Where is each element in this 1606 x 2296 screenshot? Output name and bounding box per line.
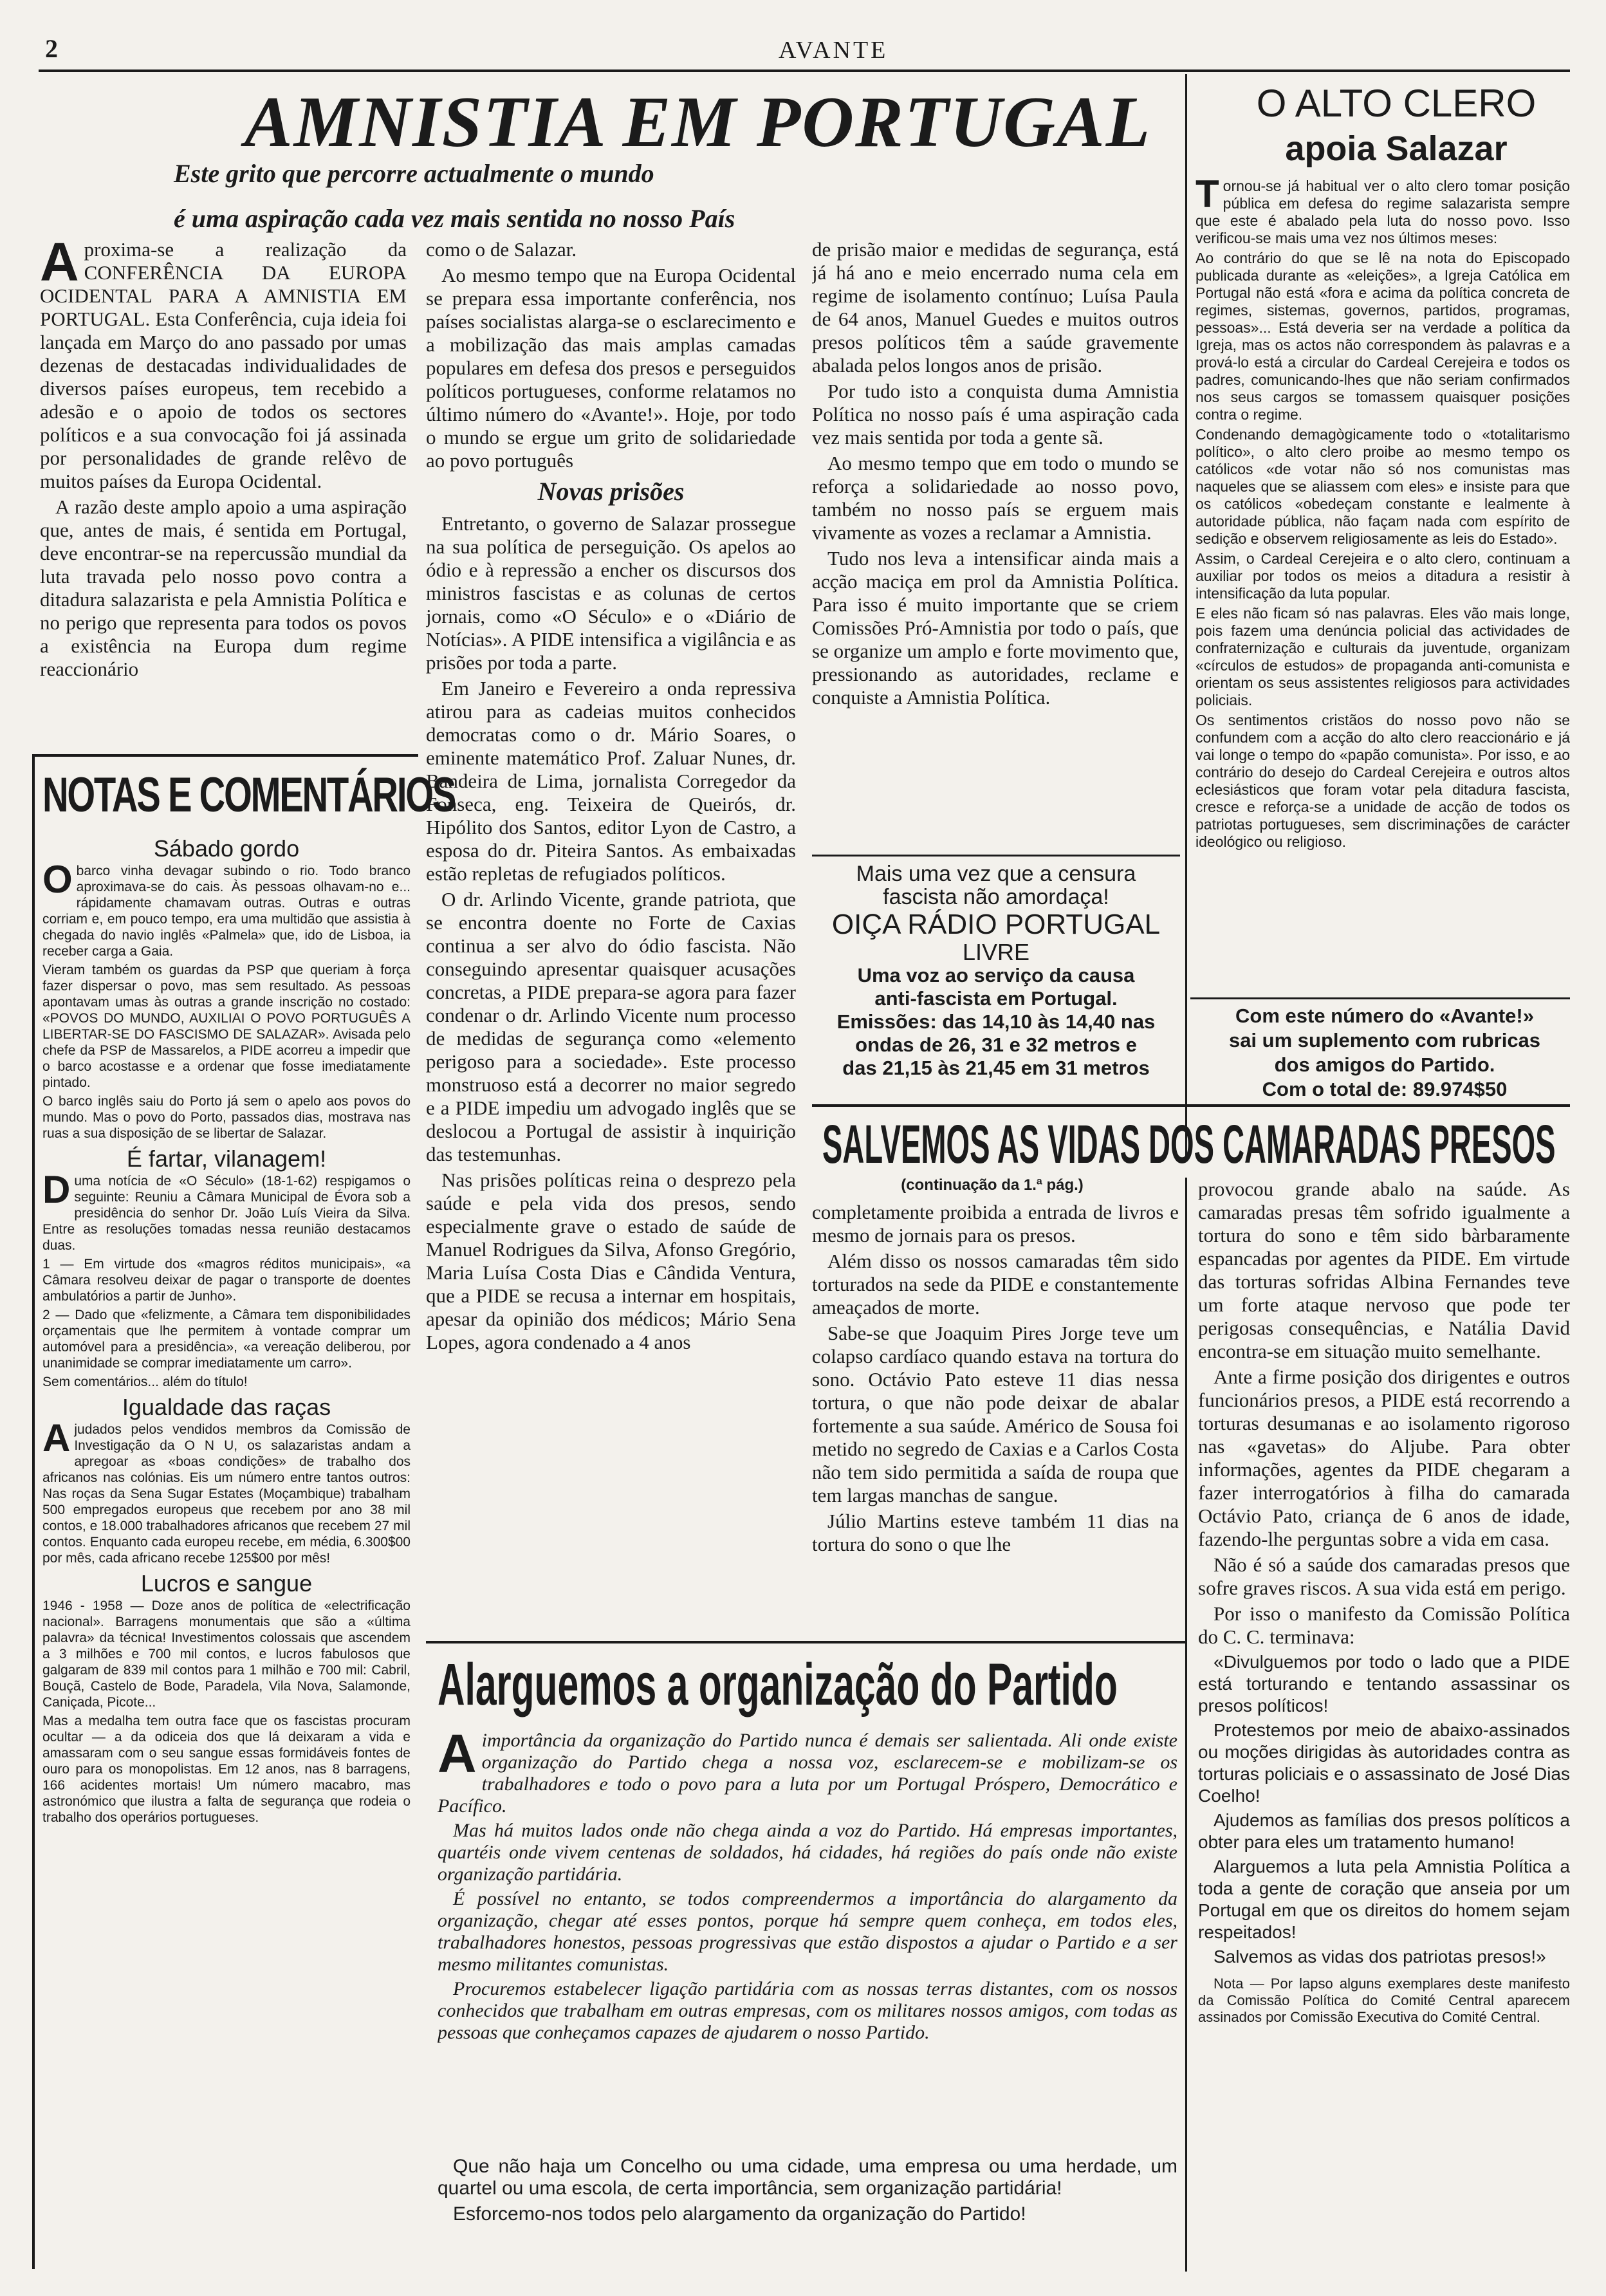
lead-intro: proxima-se a realização da CONFERÊNCIA DA EUROPA OCIDENTAL PARA A AMNISTIA EM PORTUGAL. Esta Conferência, cuja ideia foi lançada em Março do ano passado por umas dezenas de destacadas individualidades de diversos países europeus, tem recebido a adesão e o apoio de todos os sectores políticos e a sua convocação foi já assinada por personalidades de grande relêvo de muitos países da Europa Ocidental. bbox=[40, 238, 407, 492]
page-number: 2 bbox=[45, 34, 58, 63]
notas-title: NOTAS E COMENTÁRIOS bbox=[42, 768, 456, 822]
newspaper-name: AVANTE bbox=[779, 37, 889, 64]
page-header bbox=[39, 33, 1570, 72]
notas-body: Sábado gordo O barco vinha devagar subindo o rio. Todo branco aproximava-se do cais. Às pessoas olhavam-no e... rápidamente chamavam outras. Outras e outras corriam e, em pouco tempo, era uma multidão que assistia à chegada do navio inglês «Palmela» que, ido de Lisboa, ia receber carga a Gaia. Vieram também os guardas da PSP que queriam à força fazer dispersar o povo, mas sem resultado. As pessoas apontavam umas às outras a grande inscrição no costado: «POVOS DO MUNDO, AUXILIAI O POVO PORTUGUÊS A LIBERTAR-SE DO FASCISMO DE SALAZAR». Avisada pelo chefe da PSP de Massarelos, a PIDE acorreu a impedir que o barco acostasse e a ordenar que fosse imediatamente pintado. O barco inglês saiu do Porto já sem o apelo aos povos do mundo. Mas o povo do Porto, passados dias, mostrava nas ruas a sua disposição de se libertar de Salazar. É fartar, vilanagem! D uma notícia de «O Século» (18-1-62) respigamos o seguinte: Reuniu a Câmara Municipal de Évora sob a presidência do senhor Dr. João Luís Vieira da Silva. Entre as resoluções tomadas nessa reunião destacamos duas. 1 — Em virtude dos «magros réditos municipais», «a Câmara resolveu deixar de pagar o transporte de doentes ambulatórios a partir de Junho». 2 — Dado que «felizmente, a Câmara tem disponibilidades orçamentais que lhe permitem à vontade comprar um automóvel para a presidência», «a vereação deliberou, por unanimidade se comprar imediatamente um carro». Sem comentários... além do título! Igualdade das raças A judados pelos vendidos membros da Comissão de Investigação da O N U, os salazaristas andam a apregoar as «boas condições» de trabalho dos africanos nas colónias. Eis um número entre tantos outros: Nas roças da Sena Sugar Estates (Moçambique) trabalham 500 empregados europeus que recebem por ano 38 mil contos, e 18.000 trabalhadores africanos que recebem 27 mil contos. Enquanto cada europeu recebe, em média, 6.300$00 por mês, cada africano recebe 125$00 por mês! Lucros e sangue 1946 - 1958 — Doze anos de política de «electrificação nacional». Barragens monumentais que são a «última palavra» da técnica! Investimentos colossais que ascendem a 3 milhões e 700 mil contos, e lucros fabulosos que galgaram de 839 mil contos para 1 milhão e 700 mil: Cabril, Bouçã, Castelo de Bode, Paradela, Vila Nova, Salamonde, Caniçada, Picote... Mas a medalha tem outra face que os fascistas procuram ocultar — a da odiceia dos que lá deixaram a vida e amassaram com o seu sangue essas formidáveis fontes de ouro para os monopolistas. Em 12 anos, nas 8 barragens, 166 acidentes mortais! Um número macabro, mas astronómico que ilustra a falta de segurança que rodeia o trabalho dos operários portugueses. bbox=[42, 835, 411, 1825]
salvemos-col-2: provocou grande abalo na saúde. As camaradas presas têm sofrido igualmente a tortura do sono e têm sido bàrbaramente espancadas por agentes da PIDE. Em virtude das torturas sofridas Albina Fernandes teve um forte ataque nervoso que pode ter perigosas consequências, e Natália David encontra-se em situação muito semelhante. Ante a firme posição dos dirigentes e outros funcionários presos, a PIDE está recorrendo a torturas desumanas e ao isolamento rigoroso nas «gavetas» do Aljube. Para obter informações, agentes da PIDE chegaram a fazer interrogatórios à filha do camarada Octávio Pato, criança de 6 anos de idade, fazendo-lhe perguntas sobre a vida em casa. Não é só a saúde dos camaradas presos que sofre graves riscos. A sua vida está em perigo. Por isso o manifesto da Comissão Política do C. C. terminava: «Divulguemos por todo o lado que a PIDE está torturando e tentando assassinar os presos políticos! Protestemos por meio de abaixo-assinados ou moções dirigidas às autoridades contra as torturas policiais e o assassinato de José Dias Coelho! Ajudemos as famílias dos presos políticos a obter para eles um tratamento humano! Alarguemos a luta pela Amnistia Política a toda a gente de coração que anseia por um Portugal em que os direitos do homem sejam respeitados! Salvemos as vidas dos patriotas presos!» Nota — Por lapso alguns exemplares deste manifesto da Comissão Política do Comité Central aparecem assinados por Comissão Executiva do Comité Central. bbox=[1198, 1178, 1570, 2025]
salvemos-col-1: completamente proibida a entrada de livros e mesmo de jornais para os presos. Além disso os nossos camaradas têm sido torturados na sede da PIDE e constantemente ameaçados de morte. Sabe-se que Joaquim Pires Jorge teve um colapso cardíaco quando estava na tortura do sono. Octávio Pato esteve 11 dias nessa tortura, o que não pode deixar de abalar fortemente a sua saúde. Américo de Sousa foi metido no segredo de Caxias e a Carlos Costa não tem sido permitida a saída de roupa que tem largas manchas de sangue. Júlio Martins esteve também 11 dias na tortura do sono o que lhe bbox=[812, 1201, 1179, 1555]
notas-h1: Sábado gordo bbox=[153, 835, 300, 862]
alarguemos-closing: Que não haja um Concelho ou uma cidade, uma empresa ou uma herdade, um quartel ou uma escola, de certa importância, sem organização partidária! Esforcemo-nos todos pelo alargamento da organização do Partido! bbox=[438, 2156, 1177, 2225]
alarguemos-title: Alarguemos a organização do Partido bbox=[438, 1652, 1118, 1717]
alto-clero-title-2: apoia Salazar bbox=[1285, 129, 1508, 168]
lead-col1-p2: A razão deste amplo apoio a uma aspiração que, antes de mais, é sentida em Portugal, deve encontrar-se na repercussão mundial da luta travada pelo nosso povo contra a ditadura salazarista e pela Amnistia Política e no perigo que representa para todos os povos a existência na Europa dum regime reaccionário bbox=[40, 495, 407, 680]
lead-subtitle-1: Este grito que percorre actualmente o mundo bbox=[174, 159, 654, 188]
salvemos-continuation: (continuação da 1.ª pág.) bbox=[901, 1176, 1084, 1194]
novas-prisoes-heading: Novas prisões bbox=[537, 477, 685, 506]
notas-h3: Igualdade das raças bbox=[122, 1394, 331, 1420]
lead-col-2: como o de Salazar. Ao mesmo tempo que na Europa Ocidental se prepara essa importante conferência, nos países socialistas alarga-se o esclarecimento e a mobilização das mais amplas camadas populares em defesa dos presos e perseguidos políticos portugueses, conforme relatamos no último número do «Avante!». Hoje, por todo o mundo se ergue um grito de solidariedade ao povo português Novas prisões Entretanto, o governo de Salazar prossegue na sua política de perseguição. Os apelos ao ódio e à repressão a encher os discursos dos ministros fascistas e as colunas de certos jornais, como «O Século» e o «Diário de Notícias». A PIDE intensifica a vigilância e as prisões por toda a parte. Em Janeiro e Fevereiro a onda repressiva atirou para as cadeias muitos conhecidos democratas como o dr. Mário Soares, o eminente matemático Prof. Zaluar Nunes, dr. Bandeira de Lima, jornalista Corregedor da Fonseca, eng. Teixeira de Queirós, dr. Hipólito dos Santos, editor Lyon de Castro, a esposa do dr. Piteira Santos. As embaixadas estão repletas de refugiados políticos. O dr. Arlindo Vicente, grande patriota, que se encontra doente no Forte de Caxias continua a ser alvo do ódio fascista. Não conseguindo apresentar quaisquer acusações concretas, a PIDE prepara-se agora para fazer condenar o dr. Arlindo Vicente num processo de medidas de segurança como «elemento perigoso para a sociedade». Este processo monstruoso está a decorrer no maior segredo e a PIDE impediu um advogado inglês que se deslocou a Portugal de assistir à inquirição das testemunhas. Nas prisões políticas reina o desprezo pela saúde e pela vida dos presos, sendo especialmente grave o estado de saúde de Manuel Rodrigues da Silva, Afonso Gregório, Maria Luísa Costa Dias e Cândida Ventura, que a PIDE se recusa a internar em hospitais, apesar da opinião dos médicos; Mário Sena Lopes, agora condenado a 4 anos bbox=[426, 238, 796, 1353]
notas-h4: Lucros e sangue bbox=[140, 1570, 313, 1597]
lead-dropcap: A bbox=[40, 238, 79, 292]
lead-col-3: de prisão maior e medidas de segurança, está já há ano e meio encerrado numa cela em regime de isolamento contínuo; Luísa Paula de 64 anos, Manuel Guedes e muitos outros presos políticos têm a saúde gravemente abalada pelos longos anos de prisão. Por tudo isto a conquista duma Amnistia Política no nosso país é uma aspiração cada vez mais sentida por toda a gente sã. Ao mesmo tempo que em todo o mundo se reforça a solidariedade ao nosso povo, também no nosso país se erguem mais vivamente as vozes a reclamar a Amnistia. Tudo nos leva a intensificar ainda mais a acção maciça em prol da Amnistia Política. Para isso é muito importante que se criem Comissões Pró-Amnistia por todo o país, que se organize um amplo e forte movimento que, pressionando as autoridades, reclame e conquiste a Amnistia Política. bbox=[812, 238, 1179, 708]
alarguemos-body: A importância da organização do Partido nunca é demais ser salientada. Ali onde existe organização do Partido chega a nossa voz, esclarecem-se e mobilizam-se os trabalhadores e todo o povo para a luta por um Portugal Próspero, Democrático e Pacífico. Mas há muitos lados onde não chega ainda a voz do Partido. Há empresas importantes, quartéis onde vivem centenas de soldados, há cidades, há regiões do país onde não existe organização partidária. É possível no entanto, se todos compreendermos a importância do alargamento da organização, chegar até esses pontos, porque há sempre quem conheça, em todos eles, trabalhadores honestos, pessoas progressivas que estão dispostos a ajudar o Partido e a ser mesmo militantes comunistas. Procuremos estabelecer ligação partidária com as nossas terras distantes, com os nossos conhecidos que trabalham em outras empresas, com os militares nossos amigos, com todas as pessoas que conheçamos capazes de ajudarem o nosso Partido. bbox=[438, 1730, 1177, 2043]
supplement-note: Com este número do «Avante!» sai um suplemento com rubricas dos amigos do Partido. Com o total de: 89.974$50 bbox=[1228, 1004, 1541, 1100]
lead-col-1 bbox=[40, 238, 407, 746]
lead-title: AMNISTIA EM PORTUGAL bbox=[245, 82, 1152, 162]
alto-clero-body: T ornou-se já habitual ver o alto clero tomar posição pública em defesa do regime salazarista sempre que este é abalado pela luta do nosso povo. Isso verificou-se mais uma vez nos últimos meses: Ao contrário do que se lê na nota do Episcopado publicada durante as «eleições», a Igreja Católica em Portugal não está «fora e acima da política concreta de regimes, sistemas, governos, partidos, programas, pessoas»... Está deveria ser na verdade a política da Igreja, mas os actos não correspondem às palavras e a prová-lo está a circular do Cardeal Cerejeira e todos os padres, comunicando-lhes que não seriam confirmados nos seus cargos se tomassem quaisquer posições contra o regime. Condenando demagògicamente todo o «totalitarismo político», o alto clero proibe ao mesmo tempo os católicos «de votar não só nos comunistas mas naqueles que se aliassem com eles» e insiste para que os católicos «obedeçam constante e lealmente à autoridade pública, não façam nada com espírito de sedição e observem religiosamente as leis do Estado». Assim, o Cardeal Cerejeira e o alto clero, continuam a auxiliar por todos os meios a ditadura a resistir à intensificação da luta popular. E eles não ficam só nas palavras. Eles vão mais longe, pois fazem uma denúncia policial das actividades de confraternização e culturais da juventude, organizam «círculos de estudos» de propaganda anti-comunista e orientam os seus assistentes religiosos para actividades policiais. Os sentimentos cristãos do nosso povo não se confundem com a acção do alto clero reaccionário e já vai longe o tempo do «papão comunista». Por isso, e ao contrário do desejo do Cardeal Cerejeira e outros altos eclesiásticos que foram votar pela ditadura fascista, cresce e reforça-se a unidade de acção de todos os patriotas portugueses, sem discriminações de carácter ideológico ou religioso. bbox=[1195, 178, 1570, 850]
radio-portugal-box: Mais uma vez que a censura fascista não amordaça! OIÇA RÁDIO PORTUGAL LIVRE Uma voz ao serviço da causa anti-fascista em Portugal. Emissões: das 14,10 às 14,40 nas ondas de 26, 31 e 32 metros e das 21,15 às 21,45 em 31 metros bbox=[812, 862, 1180, 1094]
alto-clero-title-1: O ALTO CLERO bbox=[1256, 82, 1537, 125]
notas-h2: É fartar, vilanagem! bbox=[126, 1145, 327, 1172]
lead-subtitle-2: é uma aspiração cada vez mais sentida no nosso País bbox=[174, 204, 735, 233]
salvemos-title: SALVEMOS AS VIDAS DOS CAMARADAS PRESOS bbox=[822, 1114, 1556, 1174]
